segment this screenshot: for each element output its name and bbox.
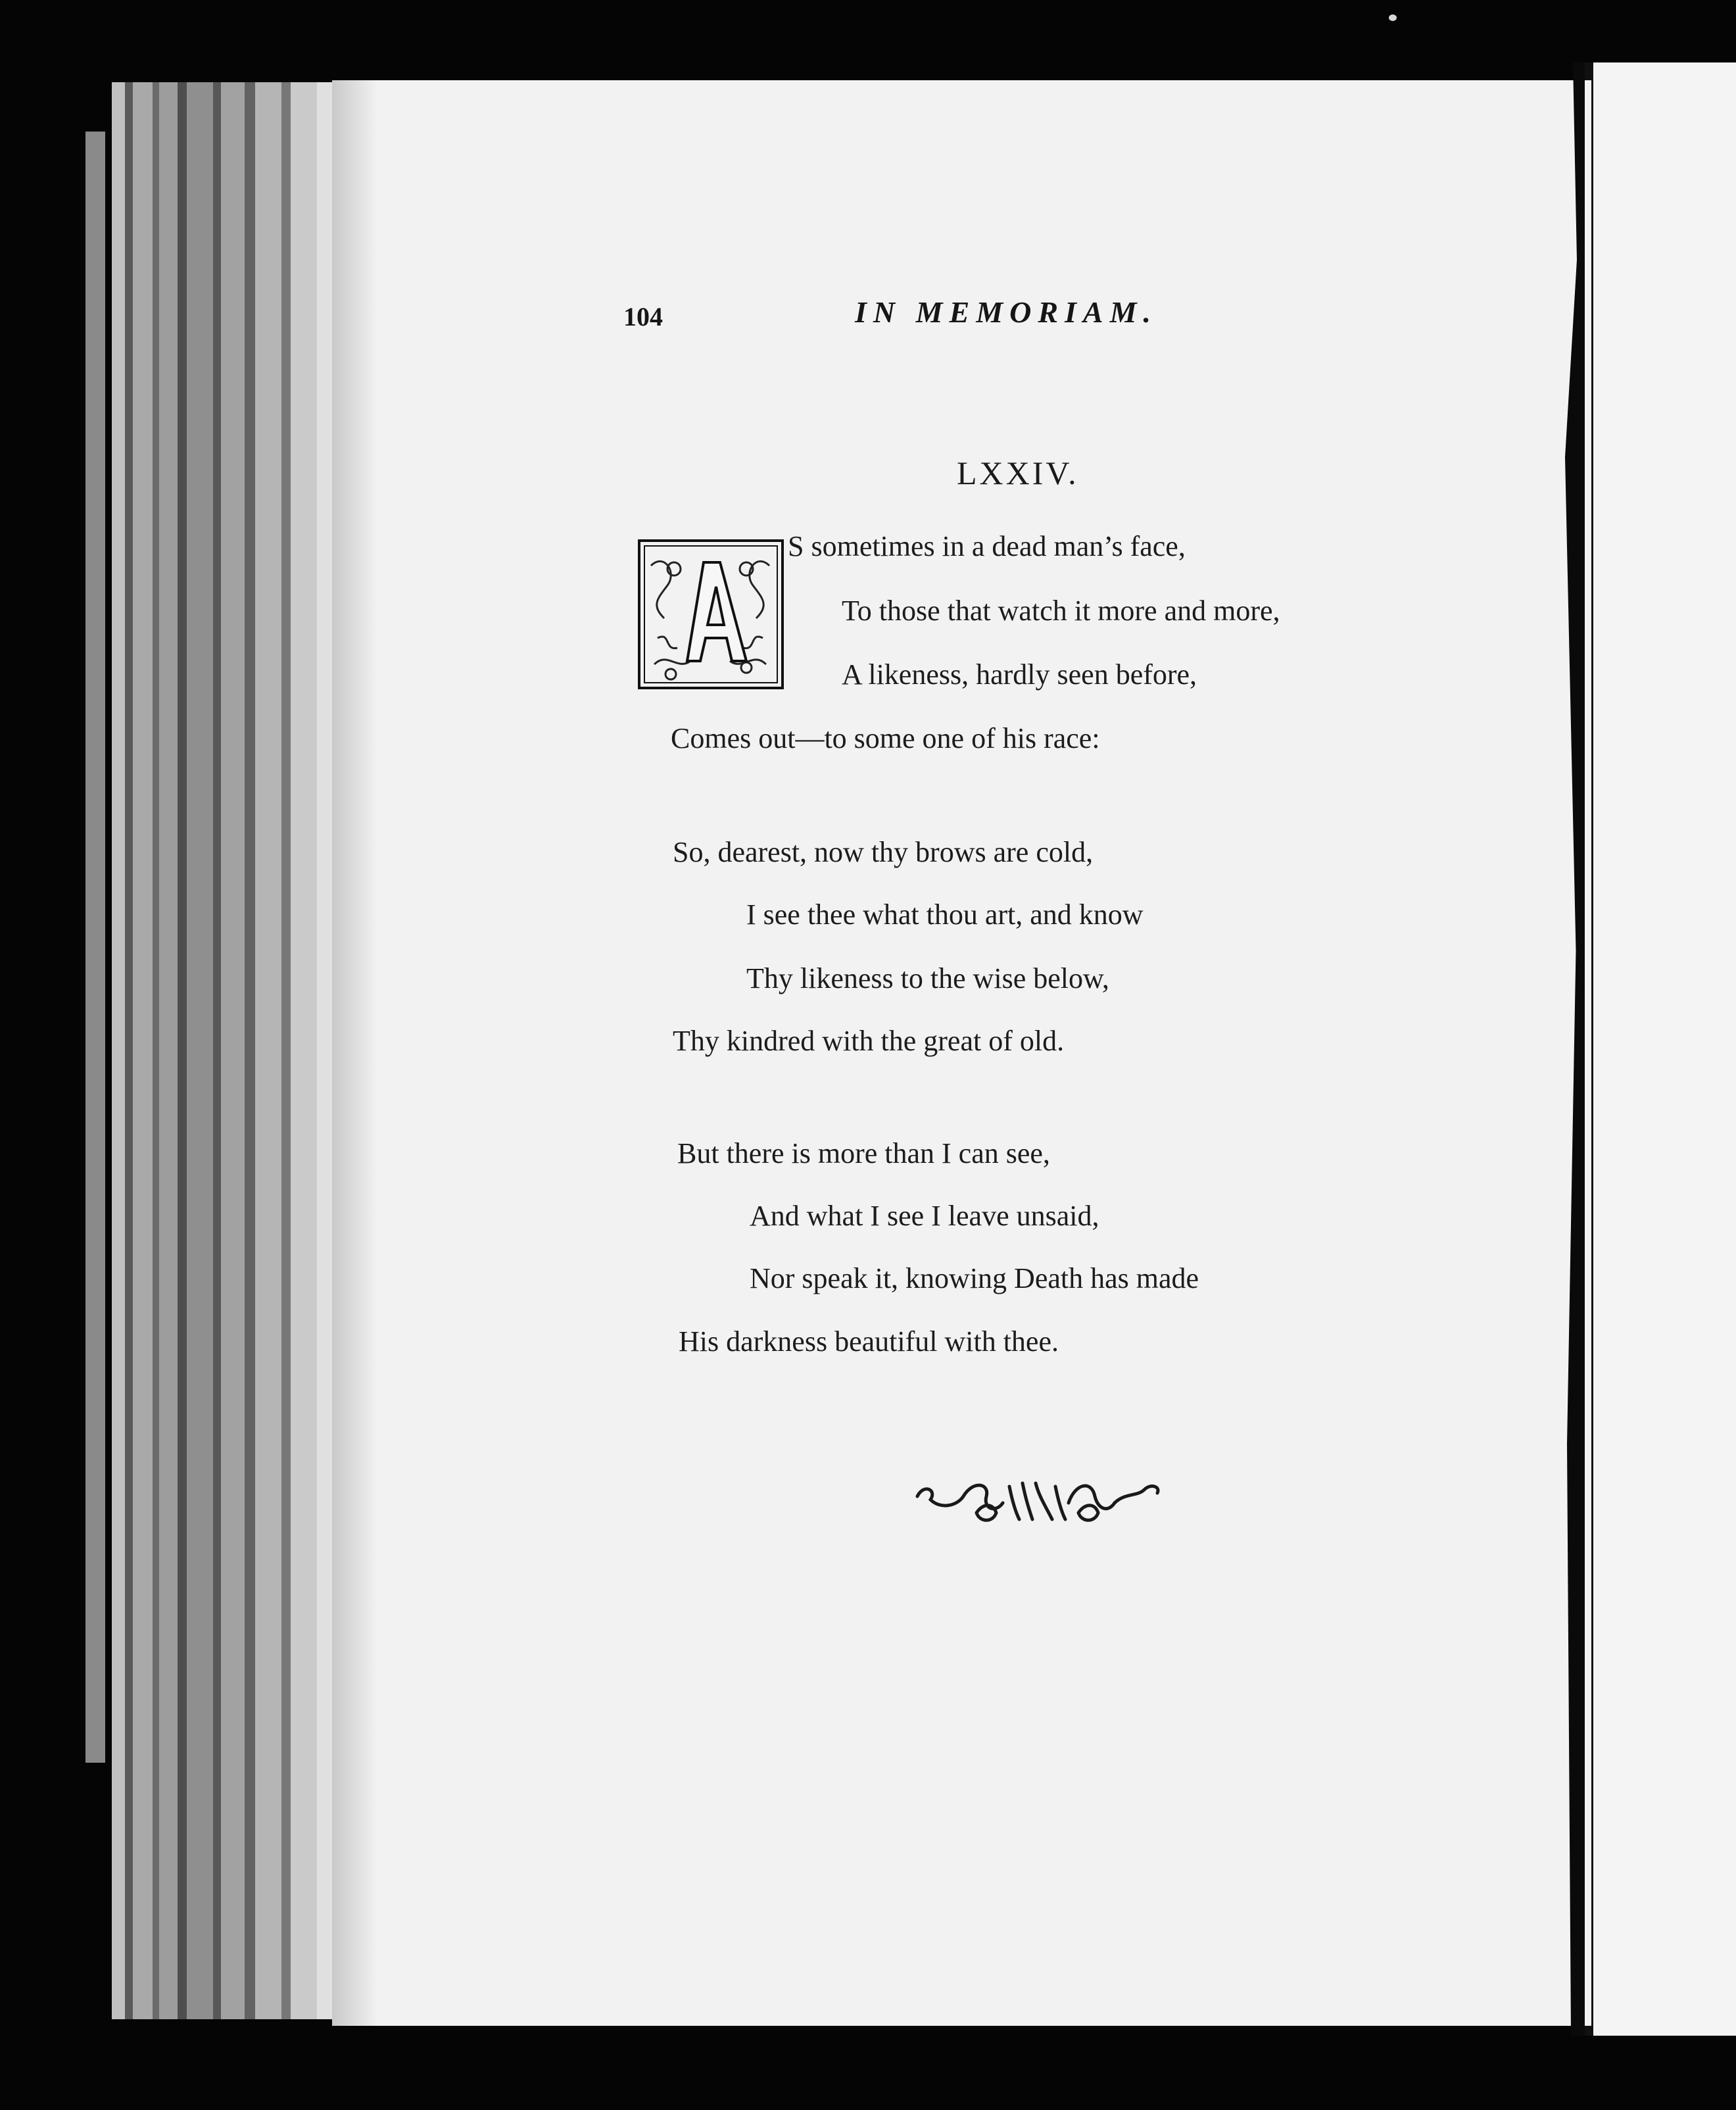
poem-line: Nor speak it, knowing Death has made — [750, 1262, 1199, 1294]
page-number: 104 — [623, 302, 663, 331]
poem-line: But there is more than I can see, — [677, 1137, 1050, 1169]
floral-tailpiece-ornament-icon — [911, 1467, 1167, 1533]
poem-line: I see thee what thou art, and know — [746, 898, 1144, 931]
poem-line: A likeness, hardly seen before, — [842, 658, 1197, 691]
poem-line: Comes out—to some one of his race: — [671, 722, 1100, 754]
running-head: IN MEMORIAM. — [855, 295, 1157, 329]
poem-line: His darkness beautiful with thee. — [679, 1325, 1059, 1358]
poem-line: Thy likeness to the wise below, — [746, 962, 1109, 994]
page-stack-edge — [112, 82, 335, 2019]
poem-line: To those that watch it more and more, — [842, 595, 1280, 627]
ornamental-drop-cap-a-icon — [638, 539, 784, 689]
facing-page-edge — [1591, 62, 1736, 2036]
book-fore-edge — [85, 132, 105, 1763]
page-inner-shadow — [332, 80, 378, 2026]
dust-speck — [1389, 14, 1397, 21]
poem-line: S sometimes in a dead man’s face, — [788, 530, 1186, 562]
poem-line: And what I see I leave unsaid, — [750, 1200, 1099, 1232]
poem-line: So, dearest, now thy brows are cold, — [673, 836, 1094, 868]
section-number: LXXIV. — [957, 454, 1079, 491]
poem-line: Thy kindred with the great of old. — [673, 1025, 1065, 1057]
